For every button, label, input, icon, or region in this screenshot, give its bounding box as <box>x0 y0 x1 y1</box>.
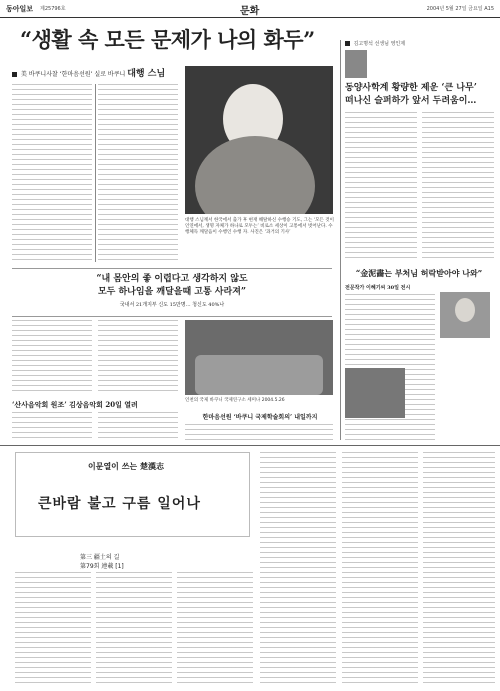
conference-photo <box>185 320 333 395</box>
article-column <box>423 452 495 684</box>
article-column <box>12 320 92 395</box>
serial-info <box>80 552 124 570</box>
serial-novel-box <box>15 452 250 537</box>
pull-quote-sub: 국내서 21개지부 신도 15만명… 청신도 40%나 <box>119 302 225 308</box>
masthead <box>0 0 500 18</box>
artist-photo <box>440 292 490 338</box>
column-divider <box>95 84 96 262</box>
painting-photo <box>345 368 405 418</box>
serial-chapter: 第三 疆土의 길 <box>80 554 120 561</box>
conference-title: 한마음선원 ‘바쿠니 국제학술회의’ 내일까지 <box>202 414 318 421</box>
kicker <box>12 66 165 79</box>
audience-shape <box>195 355 323 395</box>
kicker-label: 美 바쿠니사찰 ‘한마음선원’ 실로 바쿠니 <box>20 71 126 78</box>
right-feature <box>345 40 493 47</box>
artist-face <box>455 298 475 322</box>
sub-article-title: ‘산사음악회 원조’ 김상음악회 20일 열려 <box>12 400 138 409</box>
author-photo <box>345 50 367 78</box>
article-column <box>177 572 253 684</box>
article-column <box>345 112 417 262</box>
photo-caption: 대행 스님께서 한국에서 출가 후 현재 해탈하신 수행승 기도, 그는 ‘모든 것이 인연에서, 생명 자체가 하나로 모두는’ 비로소 세상이 고통에서 벗어난다. 수행체득 깨달음이 수행인 수행 자. 사진은 ‘과거의 기사’ <box>185 218 335 235</box>
issue-number: 제25796호 <box>40 6 66 12</box>
main-headline: “생활 속 모든 문제가 나의 화두” <box>20 27 315 52</box>
right-mid-sub: 전문작가 이혜기씨 30일 전시 <box>345 285 411 291</box>
serial-kicker: 이문열이 쓰는 楚漢志 <box>88 461 164 471</box>
article-column <box>96 572 172 684</box>
article-column <box>260 452 336 684</box>
article-column <box>422 112 494 262</box>
kicker-name: 대행 스님 <box>127 69 166 79</box>
pull-quote <box>12 268 332 317</box>
right-feature-title-line1: 동양사학계 황량한 제운 ‘큰 나무’ <box>345 83 477 93</box>
portrait-robe <box>195 136 315 214</box>
pull-quote-line1: “내 몸안의 좋 이렵다고 생각하지 않도 <box>96 274 248 284</box>
newspaper-name: 동아일보 <box>6 5 34 13</box>
bullet-icon <box>12 72 17 77</box>
portrait-photo <box>185 66 333 214</box>
pull-quote-line2: 모두 하나임을 깨달을때 고통 사라져” <box>97 287 247 297</box>
conference-caption: 인천의 국제 바쿠니 국제연구소 세미나 2004.5.26 <box>185 398 285 403</box>
section-title: 문화 <box>240 6 260 17</box>
article-column <box>185 424 333 442</box>
serial-number: 第79회 連載 [1] <box>80 563 124 570</box>
right-mid-title: “金泥畵는 부처님 허락받아야 나와” <box>355 268 483 278</box>
column-divider <box>340 40 341 440</box>
article-column <box>342 452 418 684</box>
issue-date: 2004년 5월 27일 금요일 A15 <box>426 6 494 12</box>
right-feature-title <box>345 82 495 108</box>
bottom-band <box>0 445 500 446</box>
article-column <box>98 320 178 395</box>
article-column <box>12 84 92 262</box>
article-column <box>15 572 91 684</box>
article-column <box>98 412 178 442</box>
article-column <box>98 84 178 262</box>
right-feature-byline: 김고명석 선생님 영인제 <box>345 40 493 47</box>
serial-calligraphy-title: 큰바람 불고 구름 일어나 <box>38 496 201 512</box>
article-column <box>345 294 435 440</box>
article-column <box>12 412 92 442</box>
bullet-icon <box>345 41 350 46</box>
right-feature-title-line2: 떠나신 슬퍼하가 앞서 두려움이… <box>345 96 477 106</box>
